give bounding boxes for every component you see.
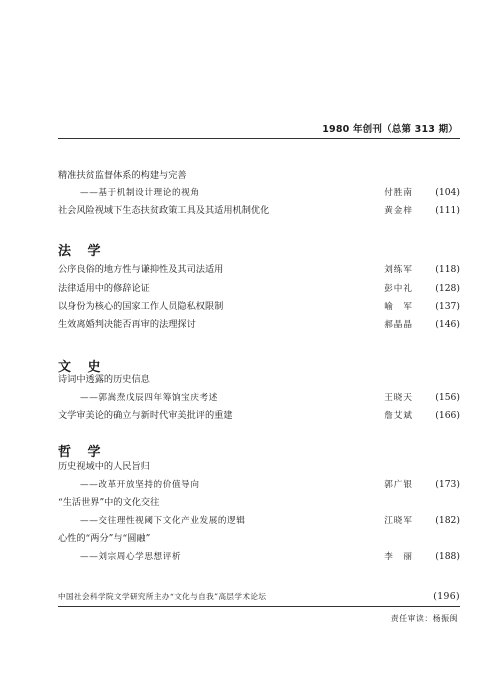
article-author: 彭中礼 [384,284,413,294]
article-author: 刘练军 [384,265,413,275]
article-author: 郭广银 [384,480,413,490]
toc-article-row [58,203,460,219]
toc-subtitle-row [58,185,460,201]
toc-subtitle-row [58,477,460,493]
article-title: 社会风险视域下生态扶贫政策工具及其适用机制优化 [58,205,270,216]
article-subtitle: ——郭嵩焘戊辰四年筹饷宝庆考述 [80,393,218,403]
article-page: (128) [435,283,460,294]
toc-subtitle-row [58,549,460,565]
section-heading: 文 史 [58,360,107,375]
toc-article-row [58,459,460,475]
article-page: (173) [435,479,460,490]
article-title: 法律适用中的修辞论证 [58,283,150,294]
article-title: “生活世界”中的文化交往 [58,497,160,508]
toc-article-row [58,262,460,278]
article-author: 李 丽 [384,552,413,562]
toc-article-row [58,372,460,388]
forum-note-page: (196) [433,591,460,602]
toc-article-row [58,168,460,184]
article-page: (188) [435,551,460,562]
article-page: (111) [435,205,460,216]
article-title: 精准扶贫监督体系的构建与完善 [58,170,187,181]
article-page: (137) [435,301,460,312]
article-page: (156) [435,392,460,403]
article-page: (146) [435,319,460,330]
toc-article-row [58,531,460,547]
responsible-editor: 责任审读：杨振闽 [390,614,458,623]
article-title: 心性的“两分”与“圆融” [58,533,151,544]
article-title: 以身份为核心的国家工作人员隐私权限制 [58,301,224,312]
article-author: 付胜南 [384,188,413,198]
toc-subtitle-row [58,513,460,529]
forum-note [58,590,460,604]
toc-article-row [58,495,460,511]
issue-label: 1980 年创刊（总第 313 期） [322,124,458,135]
article-title: 历史视域中的人民旨归 [58,461,150,472]
article-title: 诗词中透露的历史信息 [58,374,150,385]
article-author: 郝晶晶 [384,320,413,330]
toc-article-row [58,299,460,315]
article-title: 文学审美论的确立与新时代审美批评的重建 [58,410,233,421]
toc-subtitle-row [58,390,460,406]
toc-article-row [58,317,460,333]
article-subtitle: ——改革开放坚持的价值导向 [80,480,200,490]
article-page: (104) [435,187,460,198]
article-page: (118) [435,264,460,275]
article-author: 喻 军 [384,302,413,312]
bottom-divider [58,606,460,607]
toc-article-row [58,281,460,297]
article-page: (166) [435,410,460,421]
section-heading: 法 学 [58,244,107,259]
article-subtitle: ——交往理性视阈下文化产业发展的逻辑 [80,516,246,526]
article-title: 公序良俗的地方性与谦抑性及其司法适用 [58,264,224,275]
article-page: (182) [435,515,460,526]
article-subtitle: ——基于机制设计理论的视角 [80,188,200,198]
section-heading: 哲 学 [58,445,107,460]
article-author: 詹艾斌 [384,411,413,421]
article-author: 江晓军 [384,516,413,526]
article-author: 王晓天 [384,393,413,403]
toc-article-row [58,408,460,424]
article-subtitle: ——刘宗周心学思想评析 [80,552,182,562]
top-divider [58,138,460,139]
article-author: 黄金梓 [384,206,413,216]
forum-note-title: 中国社会科学院文学研究所主办“文化与自我”高层学术论坛 [58,592,267,601]
article-title: 生效离婚判决能否再审的法理探讨 [58,319,196,330]
